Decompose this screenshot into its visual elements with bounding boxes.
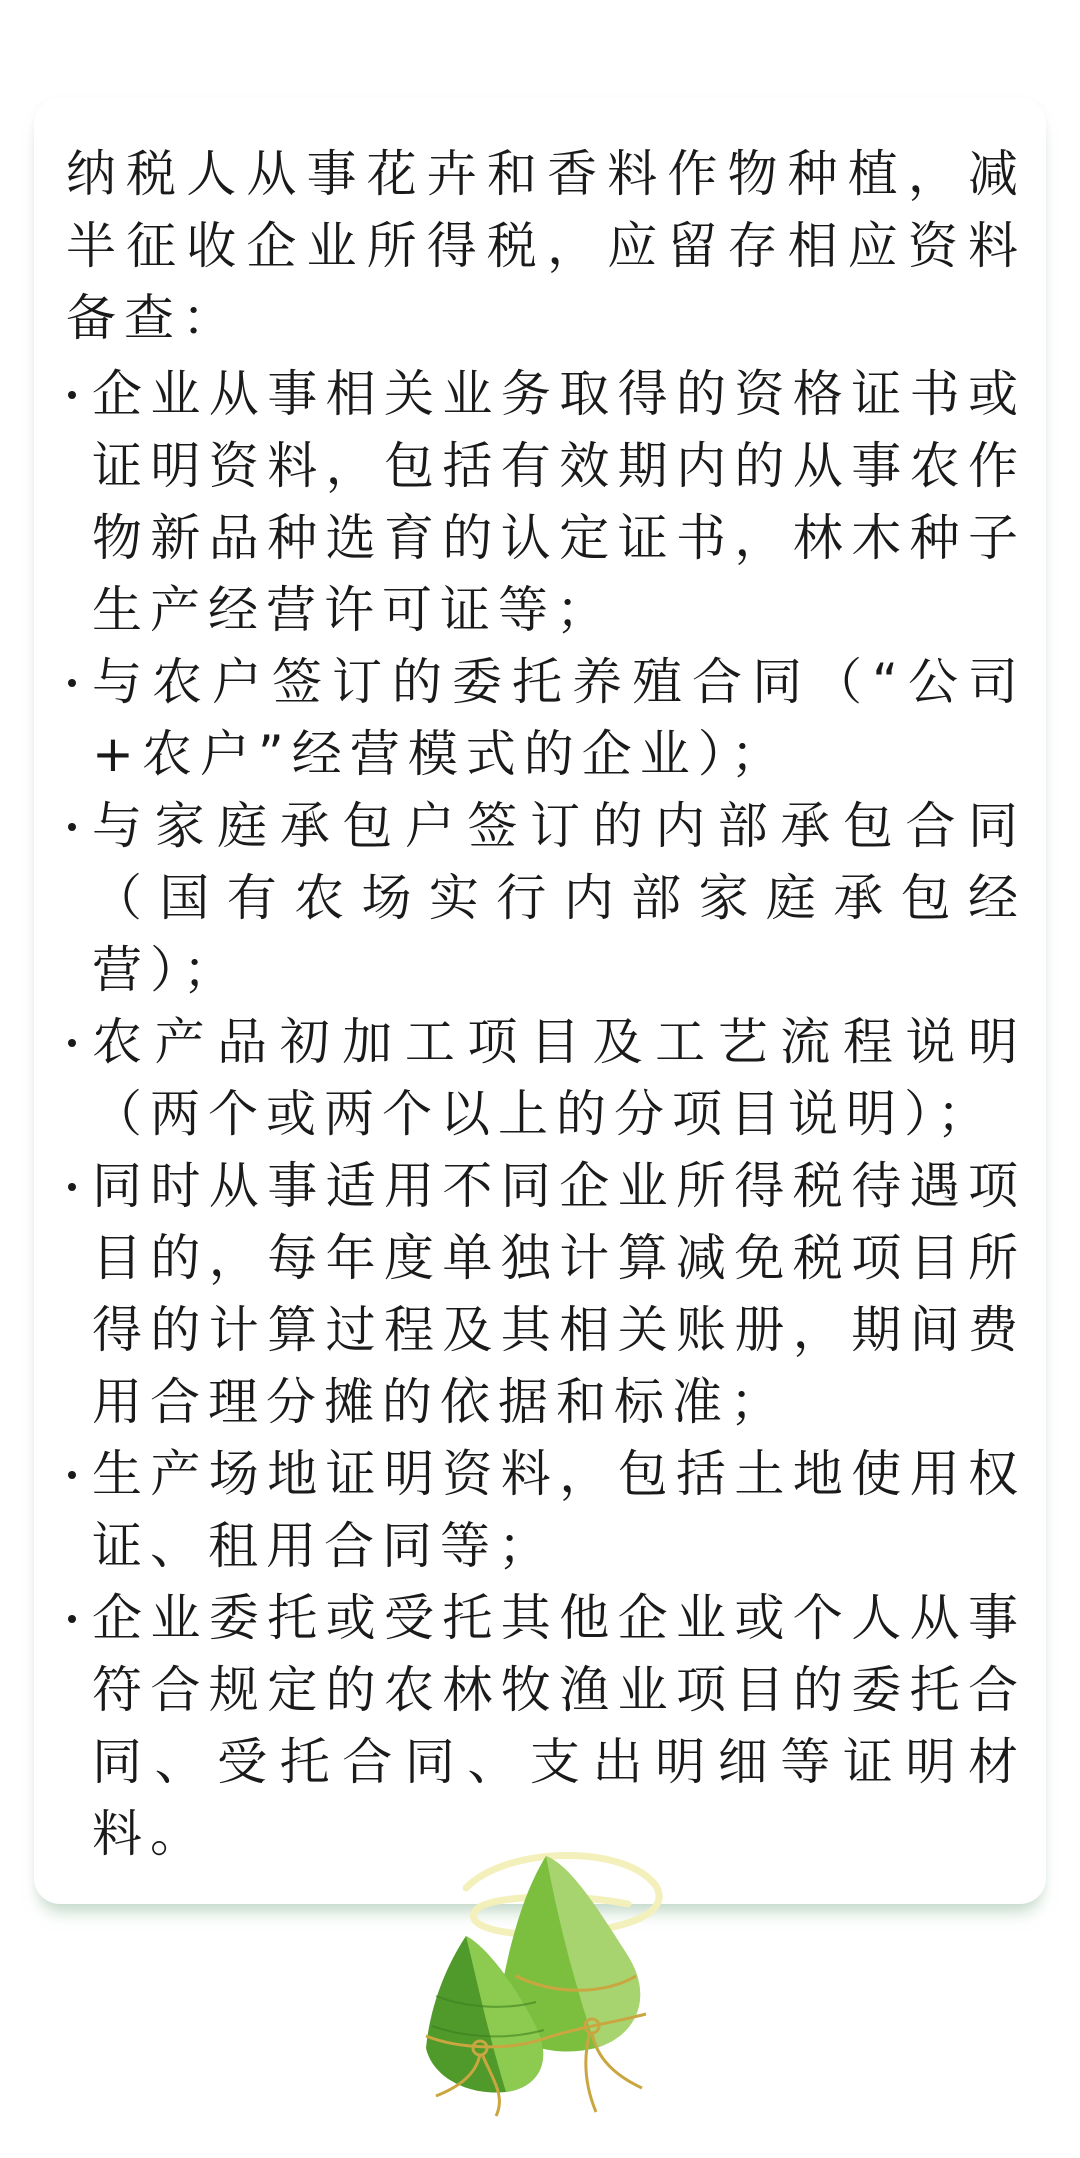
list-item [66, 1438, 1026, 1582]
list-item-text: 企业委托或受托其他企业或个人从事符合规定的农林牧渔业项目的委托合同、受托合同、支出明细等证明材料。 [92, 1589, 1026, 1863]
bullet-dot [68, 1039, 76, 1047]
intro-paragraph: 纳税人从事花卉和香料作物种植，减半征收企业所得税，应留存相应资料备查： [66, 145, 1026, 347]
list-item [66, 358, 1026, 646]
list-item-text: 与家庭承包户签订的内部承包合同（国有农场实行内部家庭承包经营）； [92, 797, 1026, 999]
list-item-text: 企业从事相关业务取得的资格证书或证明资料，包括有效期内的从事农作物新品种选育的认定证书，林木种子生产经营许可证等； [92, 365, 1026, 639]
bullet-dot [68, 1471, 76, 1479]
bullet-dot [68, 1615, 76, 1623]
zongzi-icon [396, 1826, 696, 2126]
list-item-text: 同时从事适用不同企业所得税待遇项目的，每年度单独计算减免税项目所得的计算过程及其相关账册，期间费用合理分摊的依据和标准； [92, 1157, 1026, 1431]
list-item-text: 农产品初加工项目及工艺流程说明（两个或两个以上的分项目说明）； [92, 1013, 1026, 1143]
bullet-dot [68, 391, 76, 399]
list-item [66, 646, 1026, 790]
bullet-dot [68, 823, 76, 831]
bullet-dot [68, 679, 76, 687]
list-item-text: 生产场地证明资料，包括土地使用权证、租用合同等； [92, 1445, 1026, 1575]
list-item [66, 1006, 1026, 1150]
bullet-dot [68, 1183, 76, 1191]
list-item [66, 1150, 1026, 1438]
document-body [66, 138, 1026, 1870]
required-documents-list [66, 358, 1026, 1870]
list-item [66, 790, 1026, 1006]
list-item-text: 与农户签订的委托养殖合同（“公司+农户”经营模式的企业）； [92, 653, 1026, 783]
